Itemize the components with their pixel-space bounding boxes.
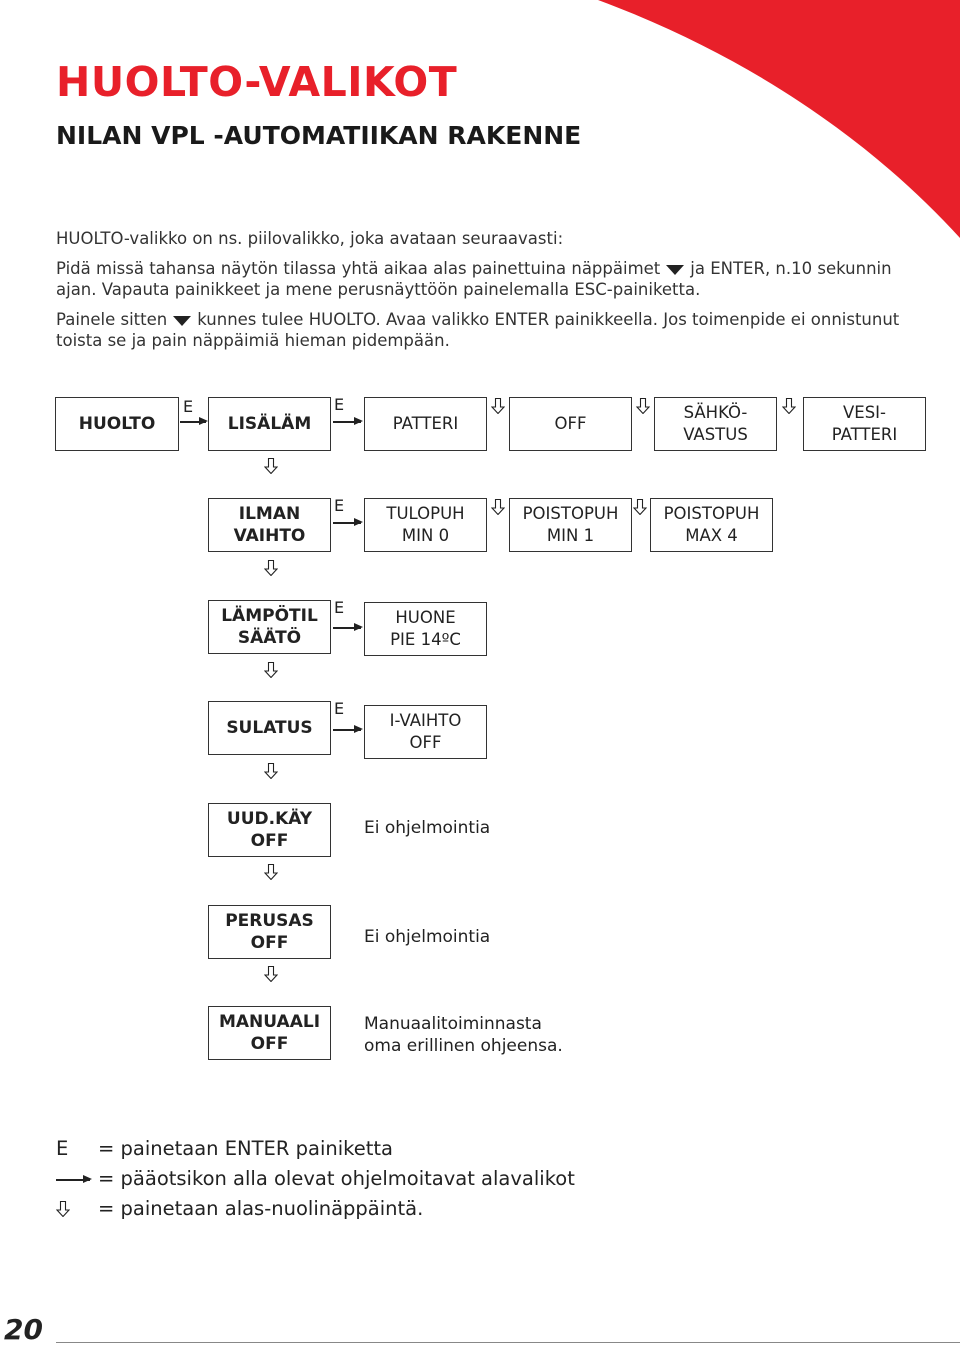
legend-arrow-text: = pääotsikon alla olevat ohjelmoitavat alavalikot bbox=[98, 1167, 575, 1190]
legend-submenu bbox=[56, 1167, 656, 1193]
intro-p3-text-a: Painele sitten bbox=[56, 310, 168, 329]
down-key-icon bbox=[666, 265, 684, 275]
menu-box-tulopuh bbox=[364, 498, 487, 552]
intro-paragraph-2 bbox=[56, 258, 892, 279]
menu-label-ilman-line2: VAIHTO bbox=[233, 526, 306, 546]
down-arrow-icon bbox=[264, 864, 278, 880]
menu-label-manuaali-line1: MANUAALI bbox=[218, 1012, 321, 1032]
down-arrow-icon bbox=[264, 763, 278, 779]
menu-label-poisto-min-line1: POISTOPUH bbox=[522, 504, 619, 523]
menu-label-poisto-min-line2: MIN 1 bbox=[546, 526, 595, 545]
uudkay-note: Ei ohjelmointia bbox=[364, 818, 491, 838]
submenu-arrow-icon bbox=[333, 729, 361, 731]
enter-mark: E bbox=[334, 598, 345, 617]
down-arrow-icon bbox=[782, 398, 796, 414]
menu-box-lampotilsaato bbox=[208, 600, 331, 654]
submenu-arrow-icon bbox=[333, 627, 361, 629]
manuaali-note-line2: oma erillinen ohjeensa. bbox=[364, 1036, 563, 1056]
intro-p2-text-c: ajan. Vapauta painikkeet ja mene perusnäyttöön painelemalla ESC-painiketta. bbox=[56, 280, 701, 299]
menu-label-vesi-line2: PATTERI bbox=[831, 425, 898, 444]
menu-label-huone-line2: PIE 14ºC bbox=[390, 630, 461, 649]
submenu-arrow-icon bbox=[333, 421, 361, 423]
menu-box-vesipatteri bbox=[803, 397, 926, 451]
down-arrow-icon bbox=[491, 499, 505, 515]
menu-label-sahko-line2: VASTUS bbox=[683, 425, 748, 444]
menu-box-ilmanvaihto bbox=[208, 498, 331, 552]
intro-paragraph-3 bbox=[56, 309, 899, 330]
menu-label-huolto: HUOLTO bbox=[78, 414, 156, 434]
page-title: HUOLTO-VALIKOT bbox=[56, 58, 458, 106]
menu-label-ivaihto-line1: I-VAIHTO bbox=[389, 711, 462, 730]
manuaali-note-line1: Manuaalitoiminnasta bbox=[364, 1014, 542, 1034]
enter-mark: E bbox=[334, 496, 345, 515]
menu-box-huolto bbox=[55, 397, 179, 451]
menu-box-uudkay bbox=[208, 803, 331, 857]
down-arrow-icon bbox=[56, 1201, 70, 1217]
menu-box-huone bbox=[364, 602, 487, 656]
menu-box-poistopuh-max bbox=[650, 498, 773, 552]
menu-label-tulopuh-line1: TULOPUH bbox=[386, 504, 465, 523]
down-arrow-icon bbox=[264, 662, 278, 678]
intro-p2-text-b: ja ENTER, n.10 sekunnin bbox=[690, 259, 892, 278]
menu-label-off: OFF bbox=[554, 414, 587, 433]
menu-box-poistopuh-min bbox=[509, 498, 632, 552]
menu-label-perusas-line2: OFF bbox=[250, 933, 289, 953]
legend-down bbox=[56, 1197, 656, 1223]
menu-label-vesi-line1: VESI- bbox=[842, 403, 886, 422]
menu-box-sulatus bbox=[208, 701, 331, 755]
menu-label-poisto-max-line2: MAX 4 bbox=[685, 526, 738, 545]
menu-label-poisto-max-line1: POISTOPUH bbox=[663, 504, 760, 523]
submenu-arrow-icon bbox=[56, 1179, 90, 1181]
menu-box-lisalam bbox=[208, 397, 331, 451]
intro-p2-text-a: Pidä missä tahansa näytön tilassa yhtä aikaa alas painettuina näppäimet bbox=[56, 259, 661, 278]
down-arrow-icon bbox=[633, 499, 647, 515]
down-arrow-icon bbox=[264, 560, 278, 576]
menu-label-lisalam: LISÄLÄM bbox=[227, 414, 312, 434]
intro-paragraph-1: HUOLTO-valikko on ns. piilovalikko, joka avataan seuraavasti: bbox=[56, 229, 564, 248]
menu-box-patteri bbox=[364, 397, 487, 451]
footer-divider bbox=[56, 1342, 960, 1343]
menu-label-tulopuh-line2: MIN 0 bbox=[401, 526, 450, 545]
menu-box-perusas bbox=[208, 905, 331, 959]
menu-label-ilman-line1: ILMAN bbox=[238, 504, 301, 524]
menu-label-sulatus: SULATUS bbox=[226, 718, 313, 738]
down-arrow-icon bbox=[264, 458, 278, 474]
menu-label-huone-line1: HUONE bbox=[395, 608, 456, 627]
down-arrow-icon bbox=[491, 398, 505, 414]
enter-mark: E bbox=[334, 699, 345, 718]
menu-label-manuaali-line2: OFF bbox=[250, 1034, 289, 1054]
legend-e-text: = painetaan ENTER painiketta bbox=[98, 1137, 393, 1160]
menu-label-uudkay-line2: OFF bbox=[250, 831, 289, 851]
manuaali-note bbox=[364, 1013, 563, 1057]
menu-label-sahko-line1: SÄHKÖ- bbox=[683, 403, 748, 422]
down-arrow-icon bbox=[264, 966, 278, 982]
red-corner-decoration bbox=[0, 0, 960, 240]
menu-box-ivaihto bbox=[364, 705, 487, 759]
menu-label-perusas-line1: PERUSAS bbox=[225, 911, 314, 931]
legend-enter bbox=[56, 1137, 393, 1160]
down-key-icon bbox=[173, 316, 191, 326]
intro-p3-text-c: toista se ja pain näppäimiä hieman pidempään. bbox=[56, 331, 450, 350]
enter-mark: E bbox=[334, 395, 345, 414]
legend-down-text: = painetaan alas-nuolinäppäintä. bbox=[98, 1197, 424, 1220]
menu-label-lampotil-line2: SÄÄTÖ bbox=[237, 628, 302, 648]
page-number: 20 bbox=[4, 1313, 43, 1346]
submenu-arrow-icon bbox=[180, 421, 206, 423]
enter-mark: E bbox=[183, 397, 194, 416]
submenu-arrow-icon bbox=[333, 522, 361, 524]
page-subtitle: NILAN VPL -AUTOMATIIKAN RAKENNE bbox=[56, 121, 582, 150]
menu-label-ivaihto-line2: OFF bbox=[409, 733, 442, 752]
down-arrow-icon bbox=[636, 398, 650, 414]
legend-e-symbol: E bbox=[56, 1137, 69, 1160]
menu-box-sahkovastus bbox=[654, 397, 777, 451]
menu-label-patteri: PATTERI bbox=[392, 414, 459, 433]
intro-p3-text-b: kunnes tulee HUOLTO. Avaa valikko ENTER painikkeella. Jos toimenpide ei onnistunut bbox=[197, 310, 900, 329]
menu-box-manuaali bbox=[208, 1006, 331, 1060]
perusas-note: Ei ohjelmointia bbox=[364, 927, 491, 947]
menu-label-lampotil-line1: LÄMPÖTIL bbox=[221, 606, 318, 626]
menu-label-uudkay-line1: UUD.KÄY bbox=[226, 809, 313, 829]
menu-box-off bbox=[509, 397, 632, 451]
